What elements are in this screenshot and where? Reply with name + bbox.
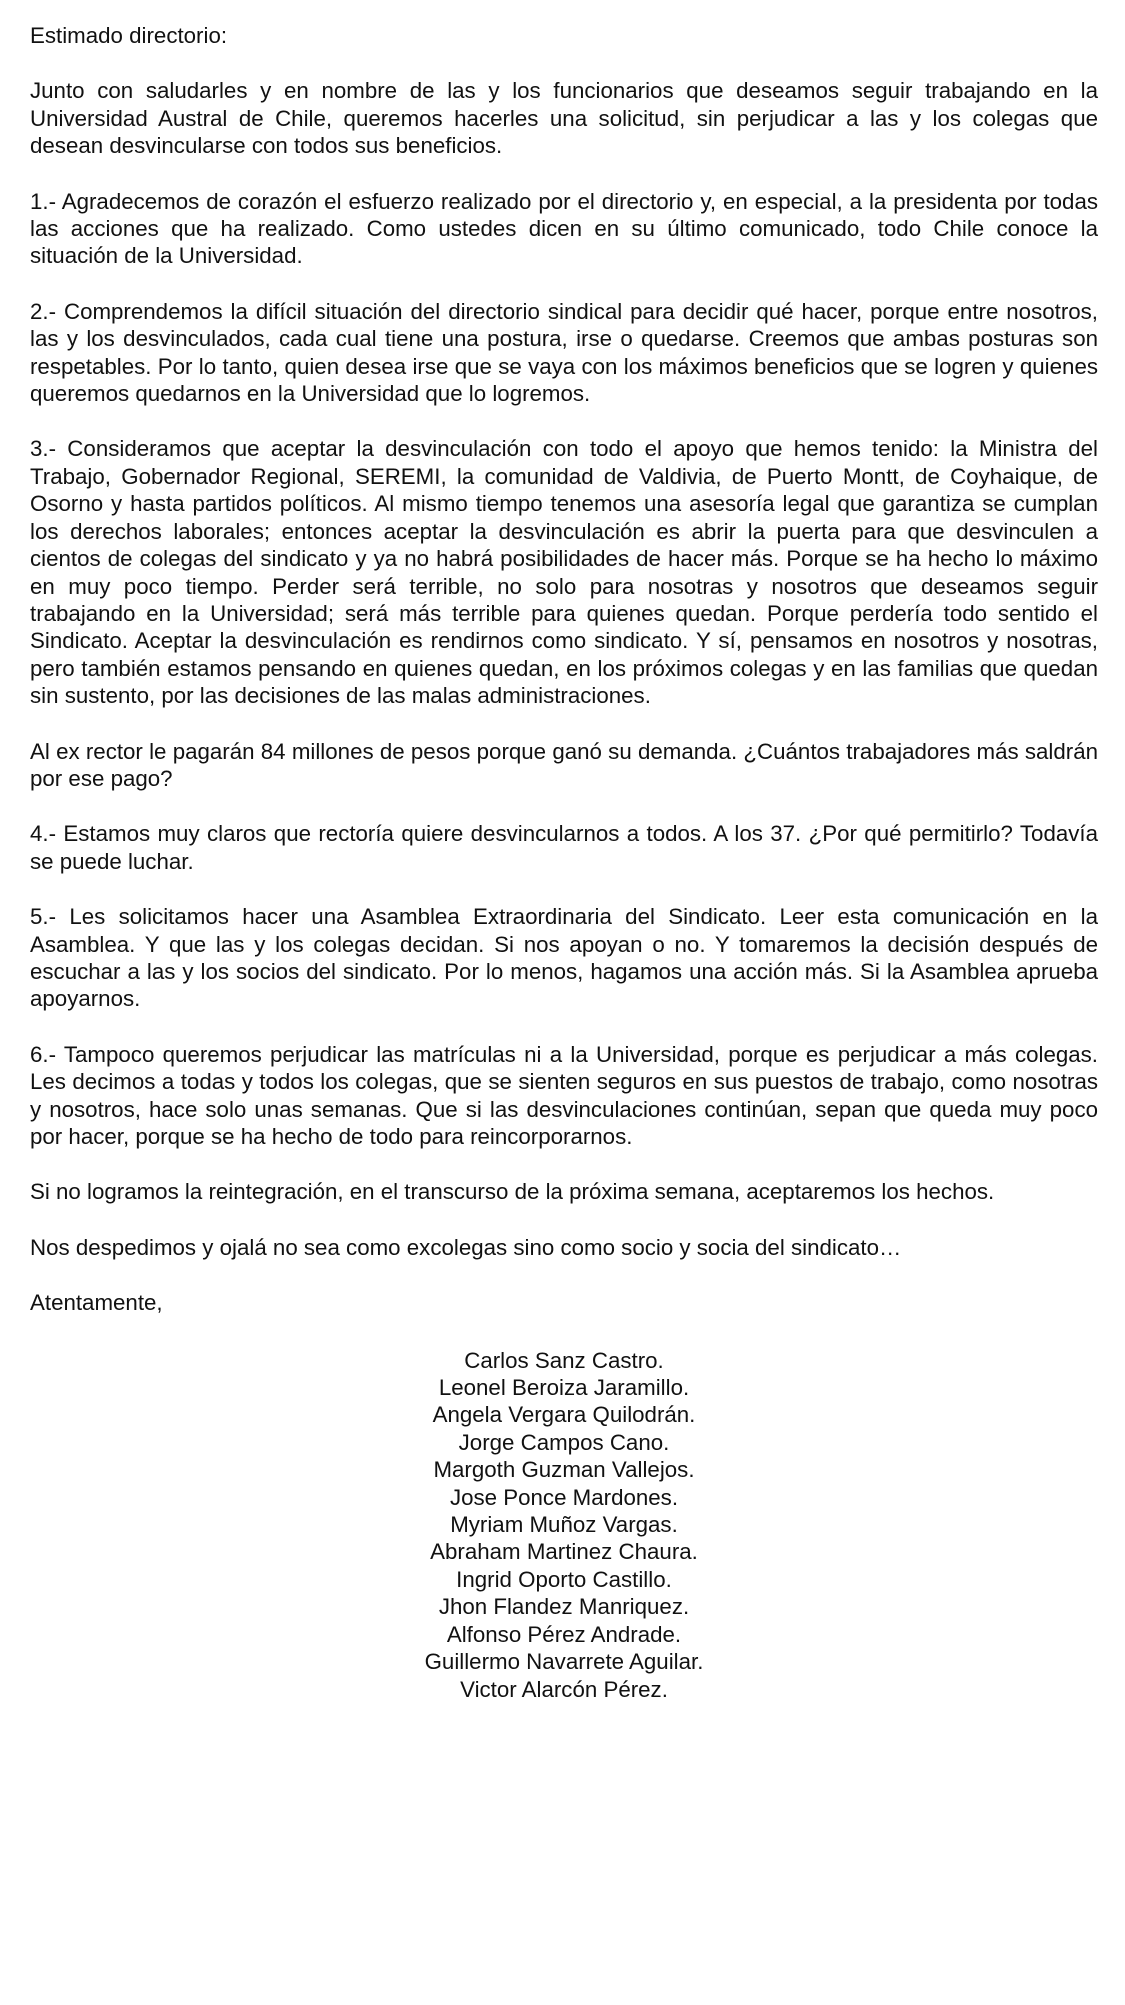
paragraph-ex-rector: Al ex rector le pagarán 84 millones de pesos porque ganó su demanda. ¿Cuántos trabajadores más saldrán por ese pago? — [30, 738, 1098, 791]
paragraph-point-5: 5.- Les solicitamos hacer una Asamblea Extraordinaria del Sindicato. Leer esta comunicación en la Asamblea. Y que las y los colegas decidan. Si nos apoyan o no. Y tomaremos la decisión después de escuchar a las y los socios del sindicato. Por lo menos, hagamos una acción más. Si la Asamblea aprueba apoyarnos. — [30, 904, 1098, 1012]
paragraph-intro: Junto con saludarles y en nombre de las y los funcionarios que deseamos seguir trabajando en la Universidad Austral de Chile, queremos hacerles una solicitud, sin perjudicar a las y los colegas que desean desvincularse con todos sus beneficios. — [30, 78, 1098, 159]
signatory-name: Jose Ponce Mardones. — [449, 1484, 679, 1510]
signatory-name: Ingrid Oporto Castillo. — [456, 1566, 672, 1592]
signatory-name: Abraham Martinez Chaura. — [430, 1539, 698, 1565]
signatory-name: Carlos Sanz Castro. — [464, 1347, 664, 1373]
signatory-name: Jhon Flandez Manriquez. — [438, 1594, 690, 1620]
letter-document — [30, 22, 1098, 1703]
signatory-name: Alfonso Pérez Andrade. — [446, 1621, 682, 1647]
signatory-name: Myriam Muñoz Vargas. — [450, 1512, 678, 1538]
paragraph-point-3: 3.- Consideramos que aceptar la desvinculación con todo el apoyo que hemos tenido: la Ministra del Trabajo, Gobernador Regional, SEREMI, la comunidad de Valdivia, de Puerto Montt, de Coyhaique, de Osorno y hasta partidos políticos. Al mismo tiempo tenemos una asesoría legal que garantiza se cumplan los derechos laborales; entonces aceptar la desvinculación es abrir la puerta para que desvinculen a cientos de colegas del sindicato y ya no habrá posibilidades de hacer más. Porque se ha hecho lo máximo en muy poco tiempo. Perder será terrible, no solo para nosotras y nosotros que deseamos seguir trabajando en la Universidad; será más terrible para quienes quedan. Porque perdería todo sentido el Sindicato. Aceptar la desvinculación es rendirnos como sindicato. Y sí, pensamos en nosotros y nosotras, pero también estamos pensando en quienes quedan, en los próximos colegas y en las familias que quedan sin sustento, por las decisiones de las malas administraciones. — [30, 436, 1098, 709]
letter-closing: Atentamente, — [30, 1290, 163, 1316]
signatory-name: Margoth Guzman Vallejos. — [433, 1457, 695, 1483]
paragraph-point-4: 4.- Estamos muy claros que rectoría quiere desvincularnos a todos. A los 37. ¿Por qué permitirlo? Todavía se puede luchar. — [30, 821, 1098, 874]
letter-greeting: Estimado directorio: — [30, 23, 228, 48]
paragraph-point-2: 2.- Comprendemos la difícil situación del directorio sindical para decidir qué hacer, porque entre nosotros, las y los desvinculados, cada cual tiene una postura, irse o quedarse. Creemos que ambas posturas son respetables. Por lo tanto, quien desea irse que se vaya con los máximos beneficios que se logren y quienes queremos quedarnos en la Universidad que lo logremos. — [30, 298, 1098, 407]
signatory-name: Angela Vergara Quilodrán. — [432, 1402, 696, 1428]
paragraph-reintegration: Si no logramos la reintegración, en el transcurso de la próxima semana, aceptaremos los hechos. — [30, 1179, 995, 1205]
signatory-name: Jorge Campos Cano. — [458, 1429, 670, 1455]
paragraph-point-6: 6.- Tampoco queremos perjudicar las matrículas ni a la Universidad, porque es perjudicar a más colegas. Les decimos a todas y todos los colegas, que se sienten seguros en sus puestos de trabajo, como nosotras y nosotros, hace solo unas semanas. Que si las desvinculaciones continúan, sepan que queda muy poco por hacer, porque se ha hecho de todo para reincorporarnos. — [30, 1041, 1098, 1149]
signatory-name: Guillermo Navarrete Aguilar. — [424, 1649, 704, 1675]
signatory-name: Victor Alarcón Pérez. — [460, 1676, 668, 1702]
signatories-list — [30, 1347, 1098, 1703]
paragraph-point-1: 1.- Agradecemos de corazón el esfuerzo realizado por el directorio y, en especial, a la presidenta por todas las acciones que ha realizado. Como ustedes dicen en su último comunicado, todo Chile conoce la situación de la Universidad. — [30, 188, 1098, 269]
paragraph-farewell: Nos despedimos y ojalá no sea como excolegas sino como socio y socia del sindicato… — [30, 1234, 902, 1260]
signatory-name: Leonel Beroiza Jaramillo. — [438, 1375, 690, 1401]
